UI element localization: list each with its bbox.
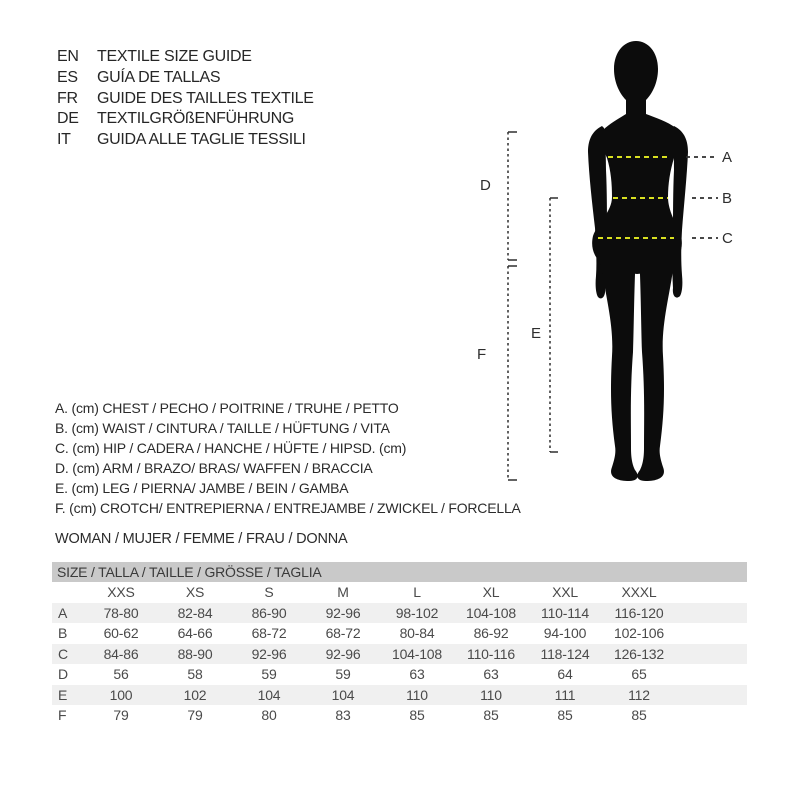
measure-legend bbox=[55, 398, 521, 518]
language-code: EN bbox=[57, 48, 79, 65]
size-cell: 60-62 bbox=[103, 625, 139, 641]
language-title-list bbox=[57, 47, 314, 151]
filler bbox=[676, 644, 747, 665]
size-cell: 92-96 bbox=[325, 645, 361, 662]
size-cell: 83 bbox=[335, 707, 351, 723]
legend-waist: B. (cm) WAIST / CINTURA / TAILLE / HÜFTUNG / VITA bbox=[55, 420, 390, 436]
size-row-label: E bbox=[58, 686, 68, 703]
size-cell: 85 bbox=[631, 707, 647, 723]
legend-arm: D. (cm) ARM / BRAZO/ BRAS/ WAFFEN / BRACCIA bbox=[55, 460, 373, 476]
size-cell: 80 bbox=[261, 707, 277, 723]
language-row bbox=[57, 109, 314, 130]
size-cell: 92-96 bbox=[251, 645, 287, 662]
legend-chest: A. (cm) CHEST / PECHO / POITRINE / TRUHE / PETTO bbox=[55, 400, 399, 416]
page-title-de: TEXTILGRÖßENFÜHRUNG bbox=[97, 110, 294, 128]
woman-section-title: WOMAN / MUJER / FEMME / FRAU / DONNA bbox=[55, 531, 348, 547]
measure-label-e: E bbox=[531, 325, 542, 342]
size-table-row bbox=[52, 603, 747, 624]
size-cell: 85 bbox=[483, 707, 499, 723]
size-row-label: F bbox=[58, 707, 67, 723]
size-cell: 59 bbox=[261, 666, 277, 682]
size-cell: 118-124 bbox=[540, 645, 590, 662]
size-cell: 64-66 bbox=[177, 625, 213, 641]
size-cell: 64 bbox=[557, 666, 573, 682]
legend-crotch: F. (cm) CROTCH/ ENTREPIERNA / ENTREJAMBE / ZWICKEL / FORCELLA bbox=[55, 500, 521, 516]
size-cell: 116-120 bbox=[614, 604, 664, 621]
size-cell: 78-80 bbox=[103, 604, 139, 621]
filler bbox=[676, 582, 747, 603]
size-cell: 80-84 bbox=[399, 625, 435, 641]
measure-label-d: D bbox=[480, 177, 491, 194]
size-cell: 110-114 bbox=[541, 604, 589, 621]
language-row bbox=[57, 47, 314, 68]
leader-dashes bbox=[686, 157, 718, 238]
size-cell: 85 bbox=[409, 707, 425, 723]
page-title-it: GUIDA ALLE TAGLIE TESSILI bbox=[97, 131, 306, 149]
size-column-header: XXL bbox=[552, 584, 578, 600]
size-table-row bbox=[52, 664, 747, 685]
size-column-header: M bbox=[337, 584, 349, 600]
size-cell: 104 bbox=[331, 686, 355, 703]
measure-label-f: F bbox=[477, 346, 487, 363]
filler bbox=[676, 664, 747, 685]
woman-silhouette bbox=[588, 41, 688, 481]
size-cell: 110 bbox=[406, 686, 428, 703]
size-cell: 68-72 bbox=[325, 625, 361, 641]
language-row bbox=[57, 68, 314, 89]
size-column-header: XXS bbox=[107, 584, 135, 600]
filler bbox=[676, 685, 747, 706]
filler bbox=[676, 705, 747, 726]
measure-label-b: B bbox=[722, 190, 733, 207]
size-cell: 63 bbox=[409, 666, 425, 682]
language-row bbox=[57, 130, 314, 151]
size-column-header: XXXL bbox=[621, 584, 657, 600]
size-column-header: S bbox=[264, 584, 274, 600]
measure-label-c: C bbox=[722, 230, 733, 247]
legend-hip: C. (cm) HIP / CADERA / HANCHE / HÜFTE / HIPSD. (cm) bbox=[55, 440, 407, 456]
size-cell: 84-86 bbox=[103, 645, 139, 662]
size-table-row bbox=[52, 623, 747, 644]
language-code: IT bbox=[57, 131, 71, 149]
size-cell: 111 bbox=[554, 686, 576, 703]
language-code: ES bbox=[57, 68, 78, 86]
size-cell: 88-90 bbox=[177, 645, 213, 662]
size-cell: 104 bbox=[257, 686, 281, 703]
size-row-label: C bbox=[58, 645, 68, 662]
size-cell: 102 bbox=[183, 686, 207, 703]
size-table bbox=[52, 562, 747, 726]
legend-leg: E. (cm) LEG / PIERNA/ JAMBE / BEIN / GAMBA bbox=[55, 480, 349, 496]
size-cell: 63 bbox=[483, 666, 499, 682]
silhouette-right-leg bbox=[637, 250, 678, 481]
size-cell: 92-96 bbox=[325, 604, 361, 621]
size-cell: 102-106 bbox=[614, 625, 664, 641]
size-cell: 79 bbox=[113, 707, 129, 723]
silhouette-right-arm bbox=[672, 126, 688, 298]
size-column-header: L bbox=[413, 584, 421, 600]
size-cell: 98-102 bbox=[395, 604, 439, 621]
size-cell: 112 bbox=[628, 686, 650, 703]
size-cell: 65 bbox=[631, 666, 647, 682]
size-table-row bbox=[52, 644, 747, 665]
size-cell: 126-132 bbox=[614, 645, 664, 662]
size-row-label: A bbox=[58, 604, 68, 621]
size-column-header: XL bbox=[482, 584, 500, 600]
page-title-es: GUÍA DE TALLAS bbox=[97, 68, 221, 86]
language-code: DE bbox=[57, 110, 79, 128]
filler bbox=[676, 623, 747, 644]
size-table-row bbox=[52, 705, 747, 726]
size-column-header-row bbox=[52, 582, 747, 603]
size-cell: 94-100 bbox=[543, 625, 587, 641]
language-row bbox=[57, 89, 314, 110]
size-cell: 100 bbox=[109, 686, 133, 703]
size-cell: 86-90 bbox=[251, 604, 287, 621]
size-cell: 82-84 bbox=[177, 604, 213, 621]
size-cell: 68-72 bbox=[251, 625, 287, 641]
size-cell: 104-108 bbox=[392, 645, 442, 662]
size-row-label: B bbox=[58, 625, 68, 641]
size-cell: 104-108 bbox=[466, 604, 516, 621]
size-table-body bbox=[52, 582, 747, 726]
size-cell: 85 bbox=[557, 707, 573, 723]
size-cell: 56 bbox=[113, 666, 129, 682]
size-cell: 79 bbox=[187, 707, 203, 723]
page-title: TEXTILE SIZE GUIDE bbox=[97, 48, 252, 65]
size-cell: 110 bbox=[480, 686, 502, 703]
filler bbox=[676, 603, 747, 624]
size-table-header-bar: SIZE / TALLA / TAILLE / GRÖSSE / TAGLIA bbox=[52, 562, 747, 582]
size-table-row bbox=[52, 685, 747, 706]
size-column-header: XS bbox=[185, 584, 205, 600]
size-cell: 58 bbox=[187, 666, 203, 682]
size-cell: 86-92 bbox=[473, 625, 509, 641]
size-row-label bbox=[52, 582, 84, 603]
language-code: FR bbox=[57, 89, 78, 107]
measure-label-a: A bbox=[722, 149, 733, 166]
size-cell: 59 bbox=[335, 666, 351, 682]
size-cell: 110-116 bbox=[467, 645, 515, 662]
size-row-label: D bbox=[58, 666, 68, 682]
page-title-fr: GUIDE DES TAILLES TEXTILE bbox=[97, 89, 314, 107]
